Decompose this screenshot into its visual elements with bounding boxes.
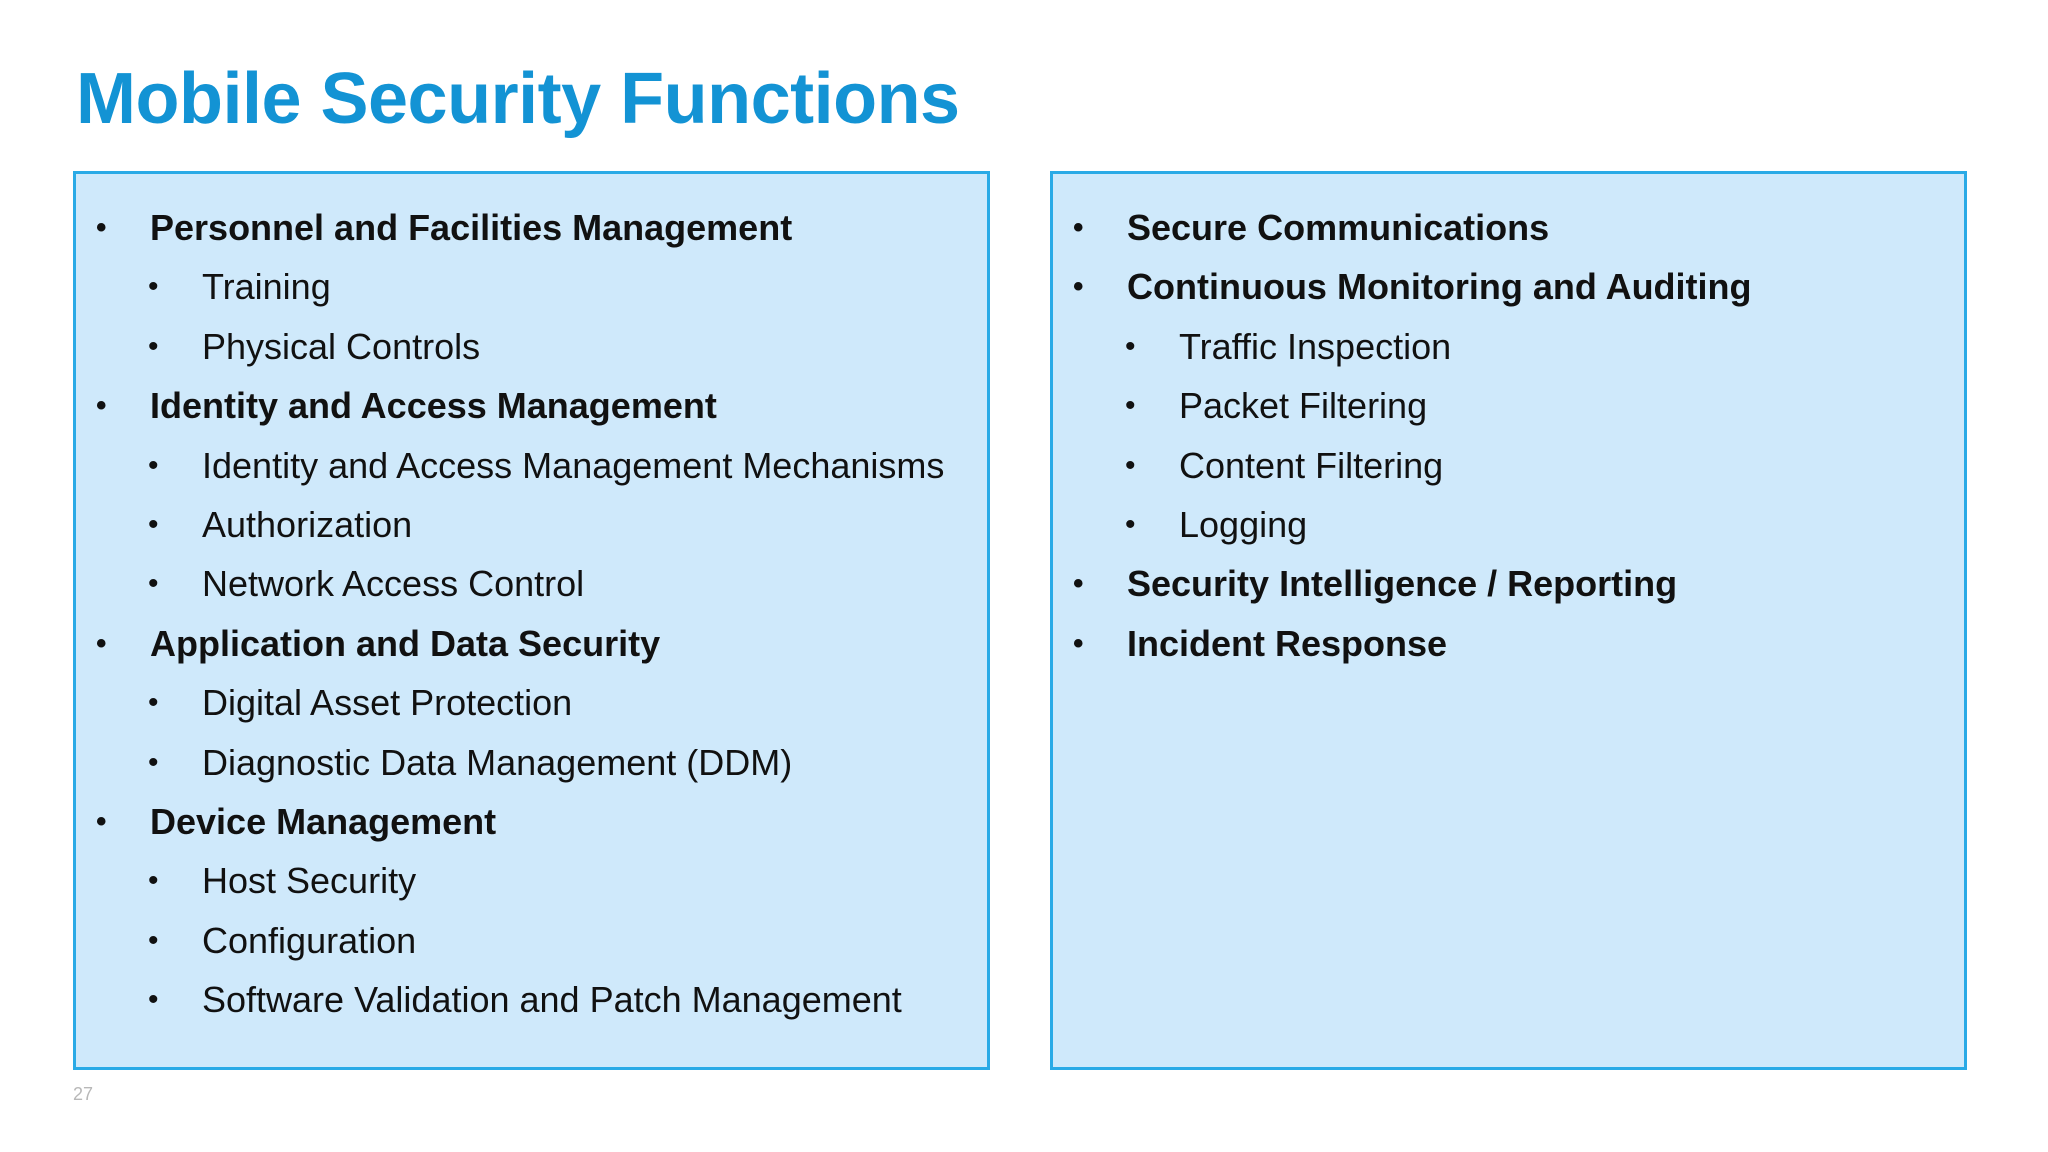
bullet-icon: • [148,507,159,541]
list-item-text: Secure Communications [1127,207,1550,248]
list-item [76,614,987,673]
list-item-text: Identity and Access Management Mechanisms [202,444,945,486]
list-item [76,792,987,851]
bullet-icon: • [148,983,159,1017]
left-content-panel [73,171,990,1070]
bullet-icon: • [148,567,159,601]
list-item [1053,198,1964,257]
list-item [76,733,987,792]
bullet-icon: • [148,329,159,363]
list-item [76,257,987,316]
list-item [76,376,987,435]
list-item-text: Content Filtering [1179,444,1444,486]
list-item-text: Personnel and Facilities Management [150,207,793,248]
list-item [76,436,987,495]
list-item [1053,554,1964,613]
list-item [76,970,987,1029]
bullet-icon: • [148,270,159,304]
list-item-text: Device Management [150,800,497,842]
bullet-icon: • [1073,270,1084,304]
list-item [76,673,987,732]
list-item-text: Traffic Inspection [1179,325,1452,367]
bullet-icon: • [1125,448,1136,482]
list-item-text: Physical Controls [202,325,481,367]
list-item-text: Authorization [202,503,413,545]
bullet-icon: • [96,626,107,660]
list-item-text: Security Intelligence / Reporting [1127,563,1678,605]
right-bullet-list [1053,174,1964,673]
bullet-icon: • [148,745,159,779]
list-item-text: Diagnostic Data Management (DDM) [202,741,793,783]
list-item [76,317,987,376]
list-item-text: Identity and Access Management [150,385,717,427]
list-item-text: Configuration [202,919,417,961]
list-item [1053,317,1964,376]
bullet-icon: • [148,448,159,482]
list-item [76,198,987,257]
list-item [1053,436,1964,495]
list-item [1053,257,1964,316]
slide-title: Mobile Security Functions [76,59,960,139]
left-bullet-list [76,174,987,1029]
bullet-icon: • [1125,329,1136,363]
right-content-panel [1050,171,1967,1070]
list-item [1053,495,1964,554]
list-item [76,495,987,554]
list-item-text: Training [202,266,331,308]
bullet-icon: • [148,864,159,898]
bullet-icon: • [96,804,107,838]
list-item-text: Network Access Control [202,563,585,605]
list-item-text: Host Security [202,860,417,902]
page-number: 27 [73,1084,94,1104]
bullet-icon: • [148,923,159,957]
bullet-icon: • [96,389,107,423]
list-item [76,851,987,910]
bullet-icon: • [96,211,107,244]
list-item-text: Packet Filtering [1179,385,1428,427]
bullet-icon: • [1125,389,1136,423]
bullet-icon: • [1125,507,1136,541]
list-item-text: Digital Asset Protection [202,682,573,724]
list-item-text: Application and Data Security [150,622,661,664]
list-item-text: Continuous Monitoring and Auditing [1127,266,1752,308]
list-item-text: Incident Response [1127,622,1448,664]
bullet-icon: • [1073,626,1084,660]
list-item [1053,376,1964,435]
list-item [1053,614,1964,673]
bullet-icon: • [1073,567,1084,601]
list-item [76,911,987,970]
list-item-text: Software Validation and Patch Management [202,979,902,1021]
bullet-icon: • [148,686,159,720]
list-item [76,554,987,613]
list-item-text: Logging [1179,503,1308,545]
bullet-icon: • [1073,211,1084,244]
